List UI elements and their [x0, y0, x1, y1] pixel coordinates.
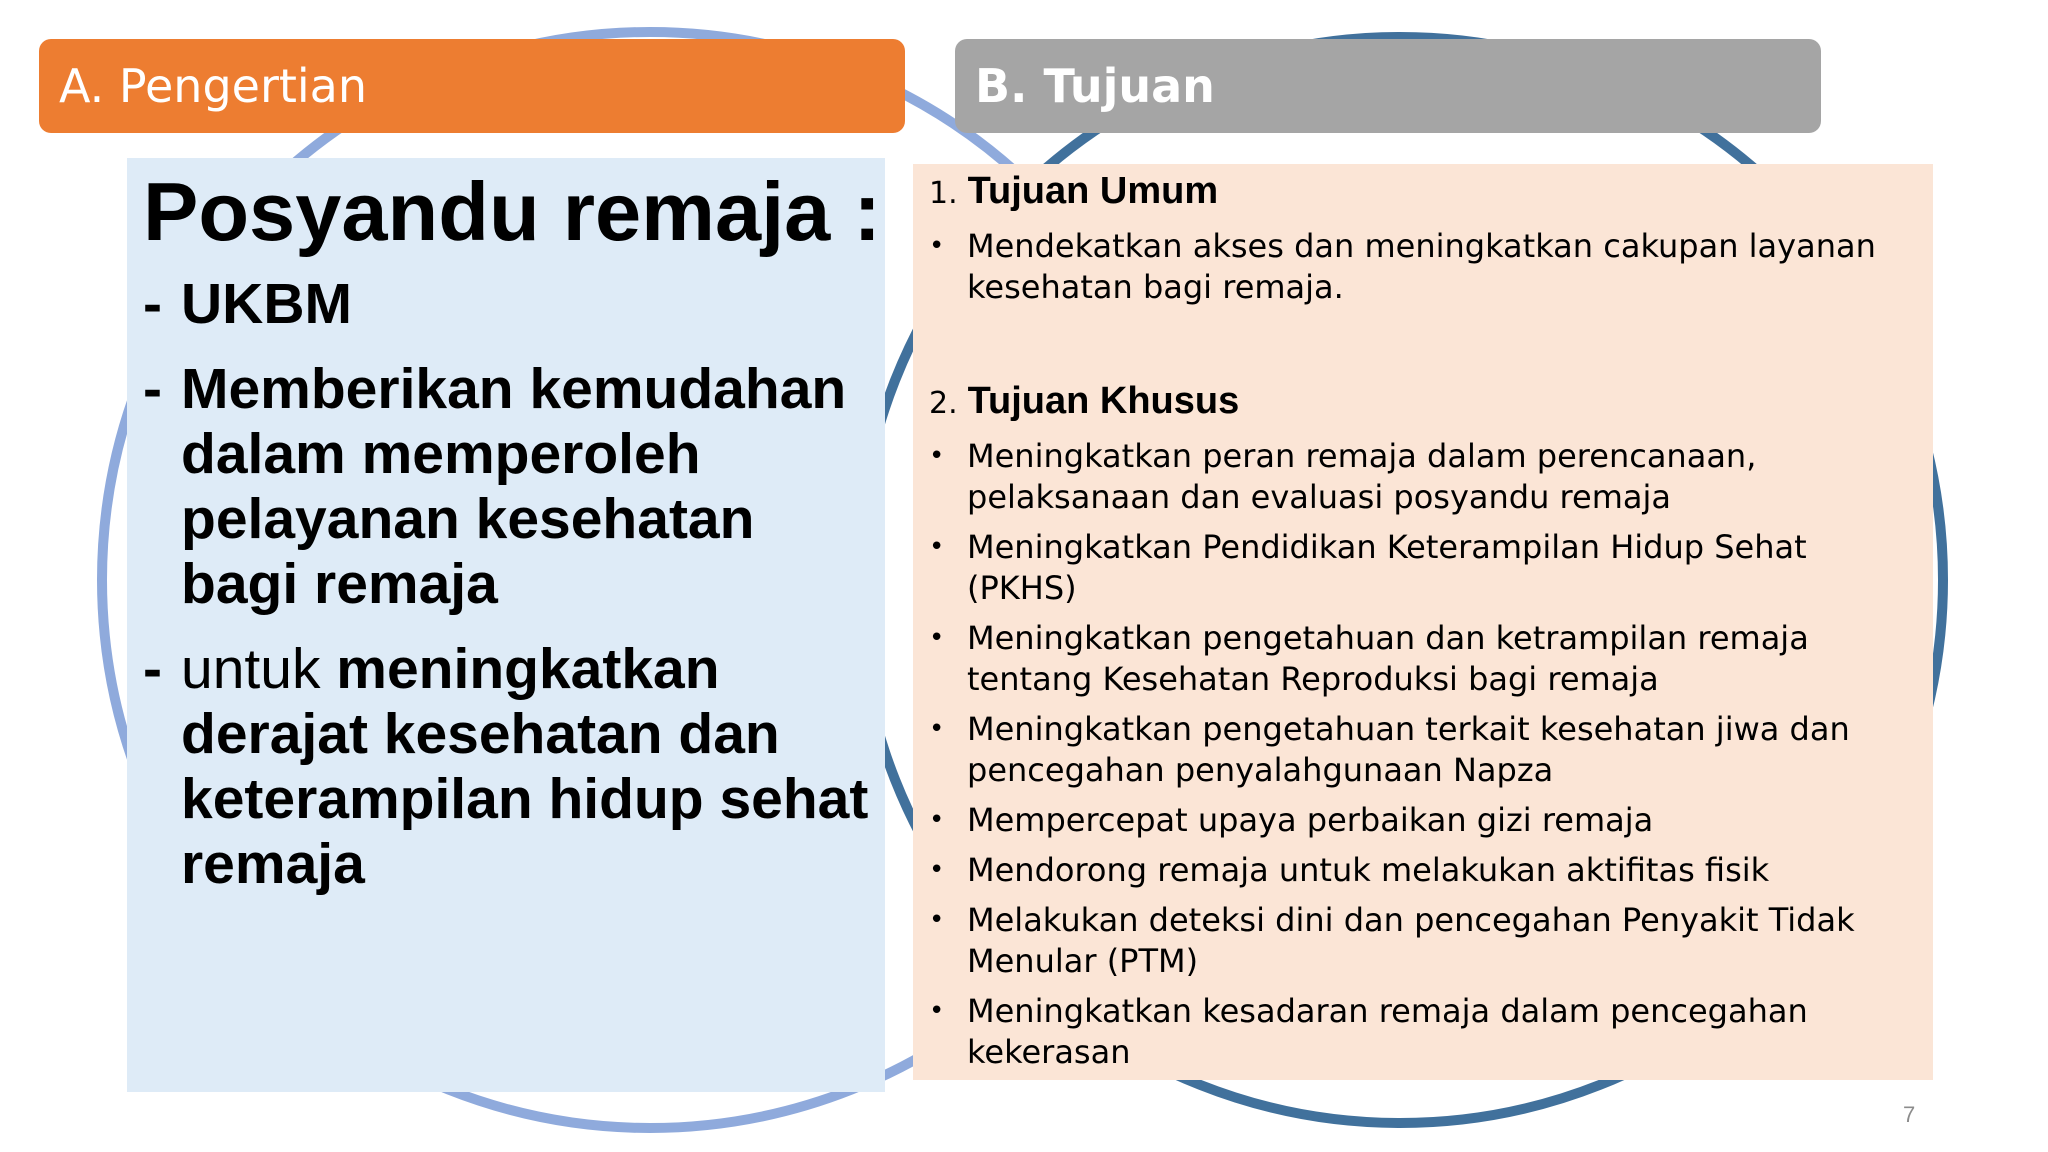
definition-panel: [127, 158, 885, 1092]
list-item-text: Meningkatkan pengetahuan dan ketrampilan remaja tentang Kesehatan Reproduksi bagi remaja: [967, 619, 1809, 698]
header-pengertian: [39, 39, 905, 133]
section-number: 1.: [929, 176, 958, 211]
header-tujuan-label: B. Tujuan: [975, 59, 1215, 113]
bullet-marker: •: [929, 623, 945, 653]
list-item: [929, 226, 1913, 308]
list-item: [929, 850, 1913, 891]
definition-item: [143, 357, 885, 617]
definition-item: [143, 637, 885, 897]
dash-marker: -: [143, 272, 162, 336]
list-item-text: Melakukan deteksi dini dan pencegahan Penyakit Tidak Menular (PTM): [967, 901, 1855, 980]
list-item: [929, 527, 1913, 609]
bullet-marker: •: [929, 231, 945, 261]
bullet-marker: •: [929, 996, 945, 1026]
definition-item-text: Memberikan kemudahan dalam memperoleh pelayanan kesehatan bagi remaja: [181, 357, 847, 616]
definition-item-text-normal: untuk: [181, 637, 337, 701]
bullet-marker: •: [929, 714, 945, 744]
list-item-text: Meningkatkan Pendidikan Keterampilan Hidup Sehat (PKHS): [967, 528, 1807, 607]
list-item-text: Mendorong remaja untuk melakukan aktifitas fisik: [967, 851, 1770, 889]
list-item-text: Meningkatkan pengetahuan terkait kesehatan jiwa dan pencegahan penyalahgunaan Napza: [967, 710, 1850, 789]
list-item-text: Mempercepat upaya perbaikan gizi remaja: [967, 801, 1654, 839]
list-item-text: Mendekatkan akses dan meningkatkan cakupan layanan kesehatan bagi remaja.: [967, 227, 1876, 306]
section-title: Tujuan Umum: [967, 170, 1219, 212]
bullet-marker: •: [929, 905, 945, 935]
bullet-marker: •: [929, 441, 945, 471]
list-item: [929, 800, 1913, 841]
section-heading-specific: [929, 378, 1913, 427]
list-item: [929, 618, 1913, 700]
dash-marker: -: [143, 357, 162, 421]
objectives-panel: [913, 164, 1933, 1080]
dash-marker: -: [143, 637, 162, 701]
definition-item-text: meningkatkan derajat kesehatan dan keterampilan hidup sehat remaja: [181, 637, 869, 896]
bullet-marker: •: [929, 532, 945, 562]
list-item-text: Meningkatkan peran remaja dalam perencanaan, pelaksanaan dan evaluasi posyandu remaja: [967, 437, 1757, 516]
list-item: [929, 991, 1913, 1073]
section-heading-general: [929, 168, 1913, 217]
bullet-marker: •: [929, 855, 945, 885]
section-title: Tujuan Khusus: [967, 380, 1240, 422]
list-item-text: Meningkatkan kesadaran remaja dalam pencegahan kekerasan: [967, 992, 1808, 1071]
list-item: [929, 709, 1913, 791]
page-number: 7: [1903, 1102, 1916, 1127]
bullet-marker: •: [929, 805, 945, 835]
section-number: 2.: [929, 386, 958, 421]
definition-item: [143, 272, 885, 337]
header-pengertian-label: A. Pengertian: [59, 59, 368, 113]
definition-title: Posyandu remaja :: [143, 165, 882, 258]
list-item: [929, 900, 1913, 982]
header-tujuan: [955, 39, 1821, 133]
definition-item-text: UKBM: [181, 272, 352, 336]
list-item: [929, 436, 1913, 518]
